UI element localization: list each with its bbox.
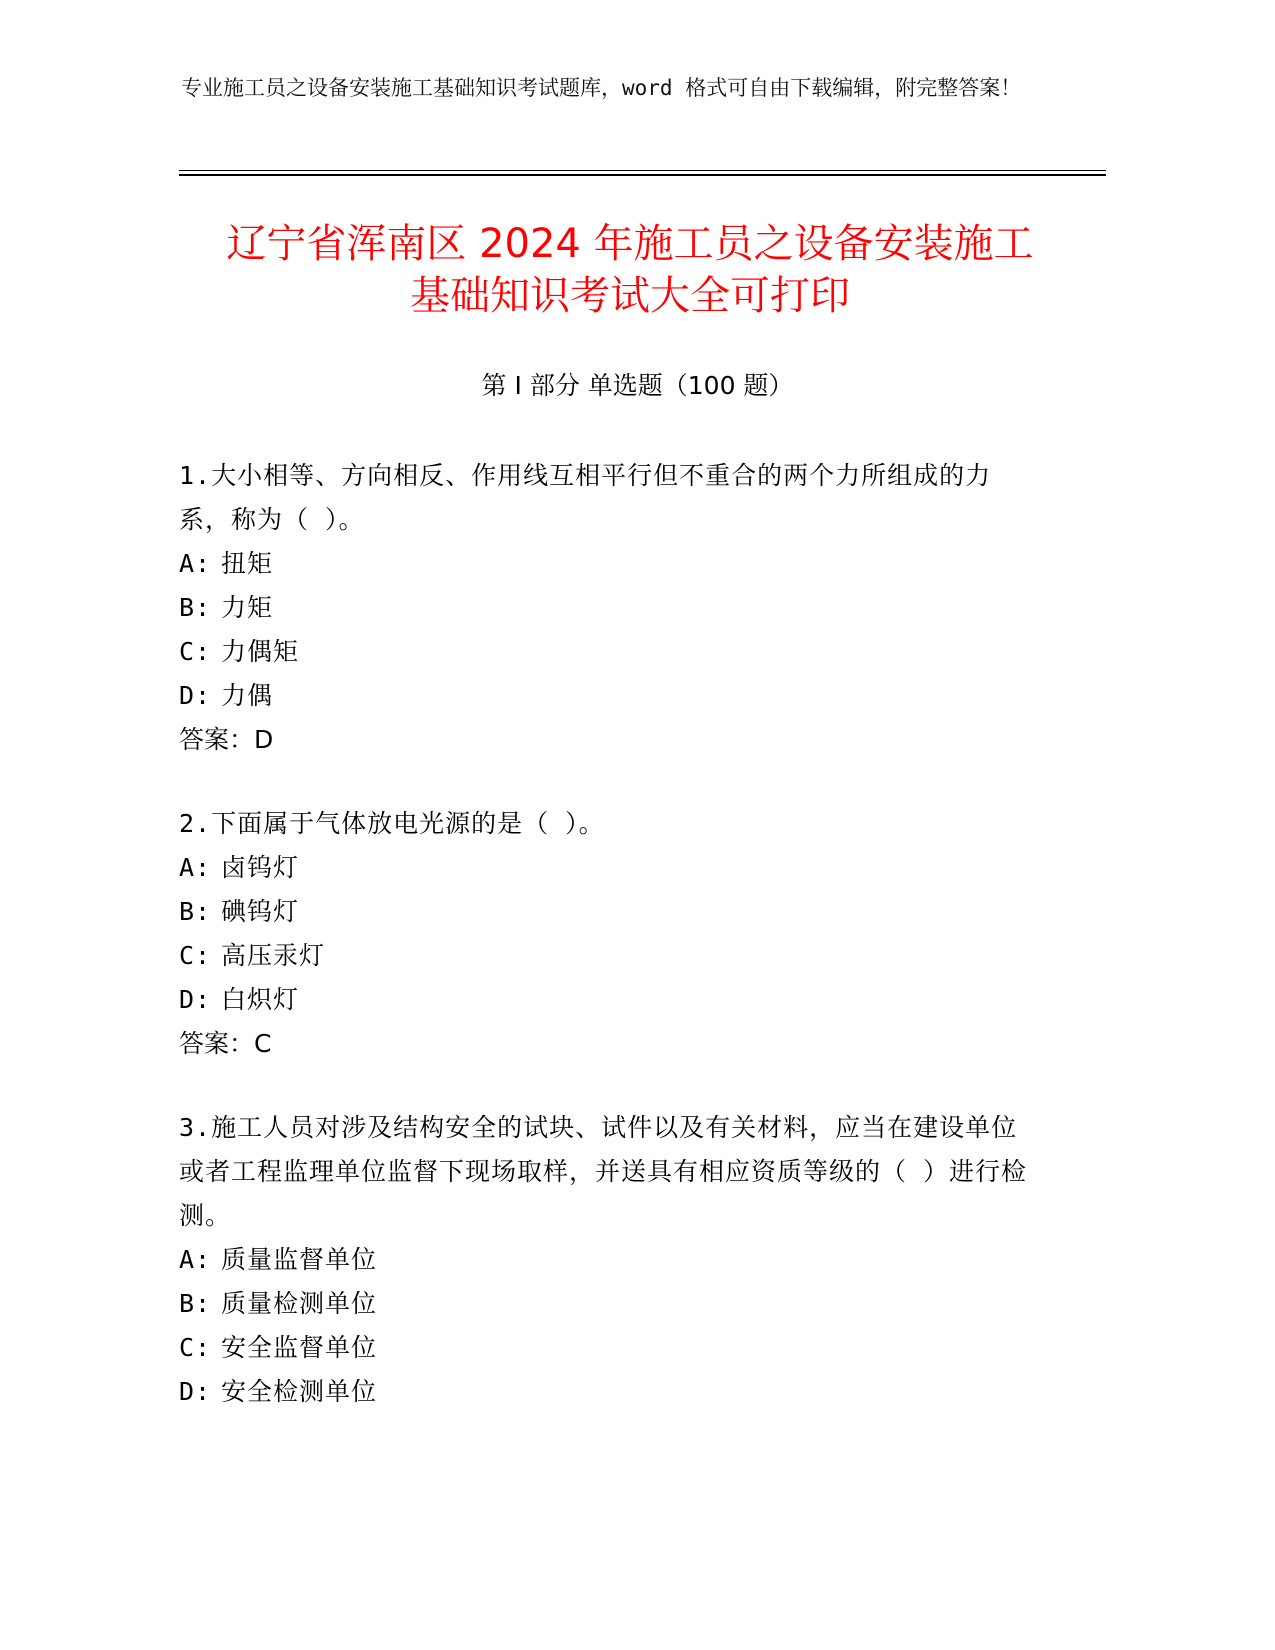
option-key: A: bbox=[179, 853, 212, 882]
header-note: 专业施工员之设备安装施工基础知识考试题库，word 格式可自由下载编辑，附完整答案！ bbox=[181, 76, 1022, 100]
option-c bbox=[179, 630, 1029, 674]
question-1 bbox=[179, 454, 1029, 762]
option-d bbox=[179, 674, 1029, 718]
option-key: D: bbox=[179, 681, 212, 710]
option-d bbox=[179, 1370, 1029, 1414]
document-title bbox=[130, 218, 1130, 322]
question-stem: 3.施工人员对涉及结构安全的试块、试件以及有关材料，应当在建设单位或者工程监理单位监督下现场取样，并送具有相应资质等级的（ ）进行检测。 bbox=[179, 1113, 1028, 1230]
question-stem: 2.下面属于气体放电光源的是（ ）。 bbox=[179, 809, 605, 838]
option-text: 力偶矩 bbox=[221, 637, 300, 666]
option-text: 高压汞灯 bbox=[221, 941, 326, 970]
option-key: B: bbox=[179, 593, 212, 622]
option-key: B: bbox=[179, 897, 212, 926]
option-key: A: bbox=[179, 549, 212, 578]
header-divider-thick bbox=[179, 174, 1106, 176]
option-key: D: bbox=[179, 985, 212, 1014]
answer: 答案：D bbox=[179, 725, 274, 754]
answer: 答案：C bbox=[179, 1029, 272, 1058]
option-text: 碘钨灯 bbox=[221, 897, 300, 926]
section-heading: 第 I 部分 单选题（100 题） bbox=[481, 371, 794, 400]
option-key: B: bbox=[179, 1289, 212, 1318]
option-b bbox=[179, 890, 1029, 934]
option-a bbox=[179, 542, 1029, 586]
option-text: 质量监督单位 bbox=[221, 1245, 378, 1274]
question-stem: 1.大小相等、方向相反、作用线互相平行但不重合的两个力所组成的力系，称为（ ）。 bbox=[179, 461, 992, 534]
option-key: C: bbox=[179, 941, 212, 970]
option-text: 力偶 bbox=[221, 681, 274, 710]
option-text: 质量检测单位 bbox=[221, 1289, 378, 1318]
option-text: 力矩 bbox=[221, 593, 274, 622]
option-text: 安全检测单位 bbox=[221, 1377, 378, 1406]
option-text: 扭矩 bbox=[221, 549, 274, 578]
option-a bbox=[179, 1238, 1029, 1282]
option-b bbox=[179, 586, 1029, 630]
header-divider-thin bbox=[179, 170, 1106, 171]
option-key: A: bbox=[179, 1245, 212, 1274]
option-text: 白炽灯 bbox=[221, 985, 300, 1014]
question-2 bbox=[179, 802, 1029, 1066]
option-key: C: bbox=[179, 637, 212, 666]
option-key: D: bbox=[179, 1377, 212, 1406]
option-c bbox=[179, 1326, 1029, 1370]
option-a bbox=[179, 846, 1029, 890]
option-text: 安全监督单位 bbox=[221, 1333, 378, 1362]
option-b bbox=[179, 1282, 1029, 1326]
option-text: 卤钨灯 bbox=[221, 853, 300, 882]
document-title-line-2: 基础知识考试大全可打印 bbox=[410, 273, 850, 319]
document-title-line-1: 辽宁省浑南区 2024 年施工员之设备安装施工 bbox=[226, 221, 1034, 267]
question-3 bbox=[179, 1106, 1029, 1414]
option-d bbox=[179, 978, 1029, 1022]
option-c bbox=[179, 934, 1029, 978]
option-key: C: bbox=[179, 1333, 212, 1362]
